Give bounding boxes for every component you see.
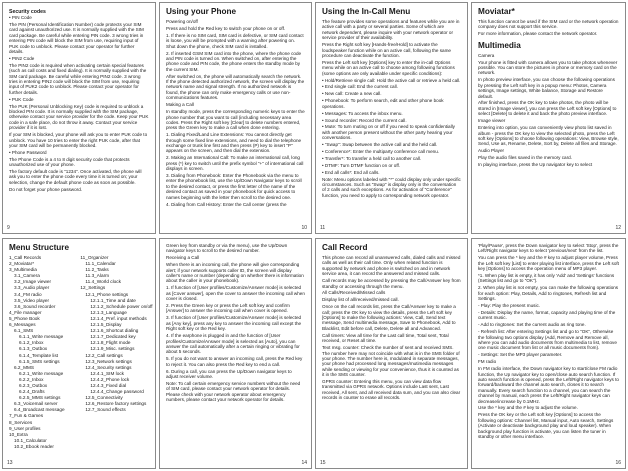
page7-body	[322, 255, 461, 401]
menu-item: 3.4_FM radio	[14, 291, 42, 297]
paragraph: Receiving a Call	[166, 255, 200, 261]
paragraph: • End single call: End the current call.	[322, 84, 398, 90]
page-number: 15	[320, 459, 326, 466]
paragraph: The PUK (Personal Unblocking Key) code is required to unblock a blocked PIN code. It is normally supplied with the SIM package, otherwise contact your service provider for the code. Keep your PUK code in a safe place, do not throw it away. Contact your service provider if it is lost.	[9, 103, 149, 131]
menu-item: 12.3_Network settings	[85, 358, 132, 364]
menu-item: 6_Messages	[9, 322, 36, 328]
paragraph: • Phone Password	[9, 149, 47, 155]
paragraph: GPRS counter: Entering this menu, you can view data flow transmitted via GPRS network. Options include Last sent, Last received, All sent, and all received data sum, and you can also clear records in counter to erase all records.	[322, 379, 461, 401]
paragraph: In photo preview interface, you can choose the following operations by pressing the Left soft key in a popup menu: Photos, Camera settings, Image settings, White balance, Storage and Restore default.	[478, 77, 615, 99]
paragraph: The PIN2 code is required when activating certain special features (such as call costs and fixed dialing). It is normally supplied with the SIM card package. Be careful while entering PIN2 code. 3 wrong tries in entering PIN2 code will block the SIM from use, requiring input of PUK2 code to unblock. Please contact your operator for further details.	[9, 62, 147, 95]
menu-item: 12.1.5_Display	[90, 322, 122, 328]
menu-item: 6.2.1_Write message	[19, 370, 64, 376]
paragraph: 1. If function of [User profiles/Customize/Answer mode] is selected as [Cover answer], open the cover to answer the incoming call when cover is closed.	[166, 285, 305, 302]
paragraph: • Transfer*: To transfer a held call to another call.	[322, 155, 422, 161]
page3-body	[322, 19, 461, 198]
page-number: 13	[7, 459, 13, 466]
menu-item: 12.1.2_Schedule power on/off	[90, 303, 153, 309]
menu-item: 6.2.2_Inbox	[19, 376, 44, 382]
menu-item: 12_Settings	[80, 285, 106, 291]
paragraph: The factory default code is "1234". Once activated, the phone will ask you to enter the phone code every time it is turned on; your selection, change the default phone code as soon as possible.	[9, 169, 142, 185]
menu-item: 12.1.7_Dedicated key	[90, 334, 136, 340]
menu-item: 6.1.2_Inbox	[19, 340, 44, 346]
menu-item: 3.5_Video player	[14, 297, 50, 303]
menu-item: 12.4.1_SIM lock	[90, 370, 125, 376]
page-title: Using your Phone	[166, 7, 237, 16]
menu-item: 3.3_Audio player	[14, 285, 50, 291]
paragraph: - Refresh list: After entering Settings list and go to "OK", Otherwise the following two options display (Add, Remove and Remove all, where you can add audio documents from multimedia to list, remove one music document from list or all music documents from).	[478, 329, 617, 351]
paragraph: In playing interface, press the Up navigator key to select	[478, 162, 593, 168]
menu-item: 10_Extra	[9, 431, 28, 437]
menu-item: 7_Fun & Games	[9, 413, 44, 419]
menu-item: 12.1.3_Language	[90, 309, 127, 315]
paragraph: Powering on/off	[166, 19, 198, 24]
menu-item: 12.1.8_Flight mode	[90, 340, 131, 346]
menu-item: 6.4_Broadcast message	[14, 407, 65, 413]
paragraph: • Hold/Retrieve single call: Hold the active call or retrieve a held call.	[322, 77, 461, 83]
page-using-your-phone	[159, 2, 312, 234]
paragraph: Call records may be accessed by pressing the Call/Answer key from standby or accessing through the menu.	[322, 278, 461, 289]
menu-item: 8_Services	[9, 419, 33, 425]
menu-item: 3.1_Camera	[14, 273, 40, 279]
menu-item: 3.2_Image viewer	[14, 279, 51, 285]
page-number: 10	[301, 224, 307, 231]
page-receiving-call	[159, 238, 312, 469]
paragraph: This phone can record all unanswered calls, dialed calls and missed calls as well as their call time. Only when related function is supported by network and phone is switched on and in network service area, it can record the answered and missed calls.	[322, 255, 461, 277]
menu-item: 12.4_Security settings	[85, 364, 132, 370]
menu-item: 10.1_Calculator	[14, 437, 47, 443]
paragraph: 'Play/Pause', press the Down navigator key to select 'Stop', press the Left/Right navigator keys to select 'previous/next' from the list.	[478, 243, 619, 254]
paragraph: Press the Right soft key [Hands-free/Hold] to activate the loudspeaker function while on an active call, following the same procedure can deactivate the function.	[322, 42, 451, 58]
page-title: Menu Structure	[9, 243, 70, 252]
menu-item: 12.1.4_Pref. input methods	[90, 315, 147, 321]
paragraph: - Settings: Set the MP3 player parameter.	[478, 352, 563, 358]
paragraph: You can press the * key and the # key to adjust player volume, Press the Left soft key [List] to enter playing list interface, press the Left soft key [Options] to access the operation menu of MP3 player.	[478, 255, 619, 272]
menu-item: 12.5_Connectivity	[85, 395, 123, 401]
page-number: 12	[615, 224, 621, 231]
paragraph: Once on the call records list, press the Call/Answer key to make a call; press the OK key to view the details, press the Left soft key [Options] to make the following actions: View, Call, Send text message, Send multimedia message, Save to Phonebook, Add to Blacklist, Edit before call, Delete, Delete all and Advanced.	[322, 304, 456, 331]
menu-item: 12.4.4_Change password	[90, 389, 144, 395]
menu-item: 3_Multimedia	[9, 267, 37, 273]
page-audio-fm-radio	[471, 238, 626, 469]
page-title: Using the In-Call Menu	[322, 7, 411, 16]
paragraph: • "Swap": Swap between the active call and the held call.	[322, 142, 438, 148]
paragraph: Use the * key and the # key to adjust the volume.	[478, 405, 578, 411]
menu-item: 11.3_Alarm	[85, 273, 110, 279]
menu-item: 12.4.2_Phone lock	[90, 376, 130, 382]
menu-column-left	[9, 255, 78, 450]
paragraph: Press the OK key or the Left soft key [Options] to access the following options: Channel list, Manual input, Auto search, Settings (Activate or deactivate background play and loud speaker). When background play function is activate, you can listen the tuner in standby or other menu interface.	[478, 412, 614, 439]
paragraph: 1. Dialing Fixed/Land Line Extensions: You cannot directly get through some fixed line extensions, and need to dial the telephone exchange or trunk line first and then press (P) key to insert "P" appears on the screen, and then dial the extension.	[166, 132, 302, 154]
paragraph: Your phone is fitted with camera allows you to take photos whenever possible. You can store the pictures in phone or memory card on the network.	[478, 59, 618, 76]
page1-body	[9, 15, 149, 192]
menu-item: 6.1_SMS	[14, 328, 34, 334]
paragraph: Call timers: View all time for the Last call time, Total sent, Total received, or Reset all time.	[322, 332, 449, 344]
page-in-call-menu	[315, 2, 468, 234]
paragraph: Making a Call	[166, 102, 194, 108]
menu-item: 6.2.3_Outbox	[19, 382, 48, 388]
page-moviatar-multimedia	[471, 2, 626, 234]
paragraph: The PIN (Personal Identification Number) code protects your SIM card against unauthorized use. It is normally supplied with the SIM card package. Be careful while entering PIN code. 3 wrong tries in entering PIN code will block the SIM from use, requiring input of PUK code to unblock. Please contact your operator for further details.	[9, 21, 144, 54]
paragraph: When there is an incoming call, the phone will give corresponding alert; if your network supports caller ID, the screen will display caller's name or number (depending on whether there is information about the caller in your phonebook).	[166, 262, 304, 284]
paragraph: After switched on, the phone will automatically search the network. If the phone detected authorized network, the screen will display the network name and signal strength. If no authorized network is found, the phone can only make emergency calls or use non-communications features.	[166, 73, 305, 101]
paragraph: Image viewer	[478, 118, 506, 124]
paragraph: Green key from standby or via the menu), use the Up/Down navigator keys to scroll to the desired number.	[166, 243, 288, 254]
menu-item: 11.1_Calendar	[85, 261, 116, 267]
menu-item: 6.1.4_Template list	[19, 352, 59, 358]
paragraph: • New call: Create a new call.	[322, 91, 382, 97]
paragraph: FM radio	[478, 359, 497, 365]
paragraph: Play the audio files saved in the memory card.	[478, 155, 572, 161]
page4-intro	[478, 19, 619, 37]
paragraph: 4. If the earphone is plugged in and the function of [User profiles/Customize/Answer mode] is selected as [Auto], you can answer the call automatically after a certain ringing or vibrating for about 5 seconds.	[166, 333, 300, 355]
paragraph: 2. When play list is not empty, you can make the following operations for each option: Play, Details, Add to ringtones, Refresh list and Settings.	[478, 285, 619, 302]
menu-item: 6.2.5_MMS settings	[19, 395, 61, 401]
page-title: Moviatar*	[478, 7, 515, 16]
menu-item: 5_Phone Book	[9, 315, 40, 321]
menu-item: 11.2_Tasks	[85, 267, 109, 273]
paragraph: The feature provides some operations and features while you are in active call with a party or several parties. Some of which are network dependent, please inquire with your network operator or service provider of their availability.	[322, 19, 460, 41]
menu-item: 12.1.6_Shortcut dialing	[90, 328, 139, 334]
paragraph: In FM radio interface, the Down navigator key to start/close FM radio function, the Up navigator key to open/close auto search function. If auto search function is opened, press the Left/Right navigator keys to forward/backward the channel auto search, closes it to search manually. Every search function to a channel, you can search the channel by manual, each press the Left/Right navigator keys can decrease/increase by 0.1MHz.	[478, 366, 619, 404]
paragraph: • Messages: To access the inbox menu.	[322, 110, 403, 116]
paragraph: 2. Press the Green key or press the Left soft key and confirm [Answer] to answer the incoming call when cover is opened.	[166, 303, 290, 314]
page-menu-structure	[2, 238, 156, 469]
paragraph: 3. Dialing from Phonebook: Enter the Phonebook via the menu to enter the phonebook list, use the Up/Down Navigator keys to scroll to the desired contact, or press the first letter of the name of the desired contact as saved in your phonebook for quick access to names beginning with the letter then scroll to the desired one.	[166, 173, 302, 200]
paragraph: For more information, please contact the network operator.	[478, 31, 598, 37]
menu-item: 6.2.4_Drafts	[19, 389, 45, 395]
menu-tree	[9, 255, 153, 450]
page2-body	[166, 19, 305, 207]
menu-item: 2_Moviatar*	[9, 261, 35, 267]
page6-body	[166, 243, 305, 402]
menu-item: 6.1.3_Outbox	[19, 346, 48, 352]
paragraph: After finished, press the OK key to take photos, the photo will be stored in [Image viewer], you can press the Left soft key [Options] to select [Delete] to delete it and back the photo preview interface.	[478, 100, 617, 117]
paragraph: This function cannot be used if the SIM card or the network operation company does not support this service.	[478, 19, 619, 30]
paragraph: All Calls/Received/Missed calls	[322, 290, 386, 296]
menu-item: 9_User profiles	[9, 425, 41, 431]
page-number: 14	[301, 459, 307, 466]
paragraph: Press the Left soft key [Options] key to enter the in-call Options menu while on an active call to choose among following functions (some options are only available under specific conditions):	[322, 59, 455, 76]
menu-item: 12.7_Sound effects	[85, 407, 126, 413]
paragraph: • Sound recorder: Record the current call.	[322, 117, 407, 123]
paragraph: • End all calls*: End all calls.	[322, 169, 380, 175]
paragraph: Press and hold the Red key to switch your phone on or off.	[166, 25, 286, 31]
paragraph: - Add to ringtones: Set the current audio as ring tone.	[478, 322, 586, 328]
paragraph: Note: To call certain emergency service numbers without the need of SIM card, please contact your network operator for details. Please check with your network operator about emergency numbers, please contact your network operator for details.	[166, 380, 301, 403]
menu-item: 12.1.1_Time and date	[90, 297, 136, 303]
menu-item: 6.1.1_Write message	[19, 334, 64, 340]
paragraph: 5. If you do not want to answer an incoming call, press the Red key to reject it. You can also press the Red key to end a call.	[166, 356, 303, 367]
page-number: 11	[320, 224, 326, 231]
menu-item: 10.2_Ebook reader	[14, 443, 54, 449]
paragraph: • Conference*: Enter the multiparty conference call menu.	[322, 149, 440, 155]
paragraph: Camera	[478, 52, 495, 58]
menu-item: 4_File manager	[9, 309, 42, 315]
menu-item: 12.2_Call settings	[85, 352, 123, 358]
paragraph: 2. If inserted GSM SIM card into the phone, where the phone code and PIN code is turned on. When switched on, after entering the phone code and PIN code, the phone enters the standby mode by the current SIM.	[166, 50, 302, 72]
paragraph: • PIN2 Code	[9, 55, 35, 61]
page-security-codes	[2, 2, 156, 234]
paragraph: - Play: Play the present music.	[478, 303, 541, 309]
paragraph: *1. When play list is empty, it has only 'Add' and 'Settings' functions (Settings list and go to "OK").	[478, 273, 615, 284]
paragraph: Audio Player	[478, 148, 505, 154]
paragraph: 4. Dialing from Call History: Enter the Call center (press the	[166, 201, 287, 207]
paragraph: Do not forget your phone password.	[9, 186, 83, 192]
paragraph: If your SIM is blocked, your phone will ask you to enter PUK code to unblock. You have 10 tries to enter the right PUK code, after that your SIM card will be permanently blocked.	[9, 132, 148, 148]
paragraph: • PUK Code	[9, 96, 34, 102]
menu-item: 6.1.5_SMS settings	[19, 358, 60, 364]
paragraph: • DTMF: Turn DTMF function on or off.	[322, 162, 401, 168]
menu-item: 12.6_Restore factory settings	[85, 401, 147, 407]
menu-item: 12.1_Phone settings	[85, 291, 129, 297]
page-number: 9	[7, 224, 10, 231]
page4-body	[478, 53, 619, 168]
page8-body	[478, 243, 619, 439]
paragraph: 3. If function of [User profiles/Customize/Answer mode] is selected as [Any key], press any key to answer the incoming call except the Right soft key or the Red key.	[166, 315, 302, 332]
paragraph: The Phone Code is a 4 to 8 digit security code that protects unauthorized use of your phone.	[9, 156, 130, 168]
page-title: Call Record	[322, 243, 368, 252]
menu-item: 12.4.3_Fixed dial	[90, 382, 127, 388]
paragraph: • Phonebook: To perform search, edit and other phone book operations.	[322, 98, 444, 109]
menu-item: 6.2_MMS	[14, 364, 35, 370]
paragraph: Text msg. counter: Check the number of sent and received SMS. The number here may not coincide with what is in the SMS folder of your phone. The number here is, modulated in separate messages, your phone had processed long messages/mutimedia messages while sending or viewing for your convenience, thus it is counted as it in the SMS counter.	[322, 345, 460, 378]
paragraph: 1. If there is no SIM card, SIM card is defective, or SIM card contact is loose, you will be prompted with a warning after powering on. Shut down the phone, check SIM card is installed.	[166, 32, 304, 49]
page-call-record	[315, 238, 468, 469]
page-number: 16	[615, 459, 621, 466]
paragraph: 6. During a call, you can press the Up/Down navigator keys to adjust receiver volume.	[166, 368, 292, 379]
paragraph: - Details: Display the name, format, capacity and playing time of the current music.	[478, 309, 616, 321]
menu-item: 12.1.9_Misc. settings	[90, 346, 135, 352]
menu-item: 11_Organizer	[80, 255, 109, 260]
section-title: Multimedia	[478, 40, 521, 50]
menu-item: 6.3_Voicemail server	[14, 401, 58, 407]
paragraph: Display list of all/received/missed call.	[322, 297, 399, 303]
paragraph: In standby mode, press the corresponding numeric keys to enter the phone number that you want to call (including necessary area codes. Press the Right soft key [Clear] to delete numbers entered, press the Green key to make a call when done entering.	[166, 109, 305, 131]
menu-column-right	[80, 255, 153, 450]
paragraph: • PIN Code	[9, 15, 32, 20]
menu-item: 1_Call Records	[9, 255, 42, 260]
paragraph: 2. Making an International Call: To make an international call, long press (*) key to switch until the prefix symbol "+" of international call displays in screen.	[166, 155, 304, 172]
paragraph: Entering into option, you can conveniently view photo list saved in album - press the OK key to view the selected photo, press the Left soft key [Options] to choose following operations: View, Browse style, Send, Use as, Rename, Delete, Sort by, Delete all files and Storage.	[478, 125, 619, 147]
menu-item: 11.4_World clock	[85, 279, 121, 285]
menu-item: 3.6_Sound recorder	[14, 303, 56, 309]
paragraph: • Mute: To turn muting on or off if you need to speak confidentially with another person present without the other party hearing your conversations.	[322, 124, 455, 141]
paragraph: Note: Menu options labeled with "*" could display only under specific circumstances. Such as "Swap" is display only in the conversation of 2 calls and such exceptions. As for activation of "Conference" function, you need to apply to corresponding network operator.	[322, 176, 461, 198]
security-codes-heading: Security codes	[9, 9, 46, 15]
